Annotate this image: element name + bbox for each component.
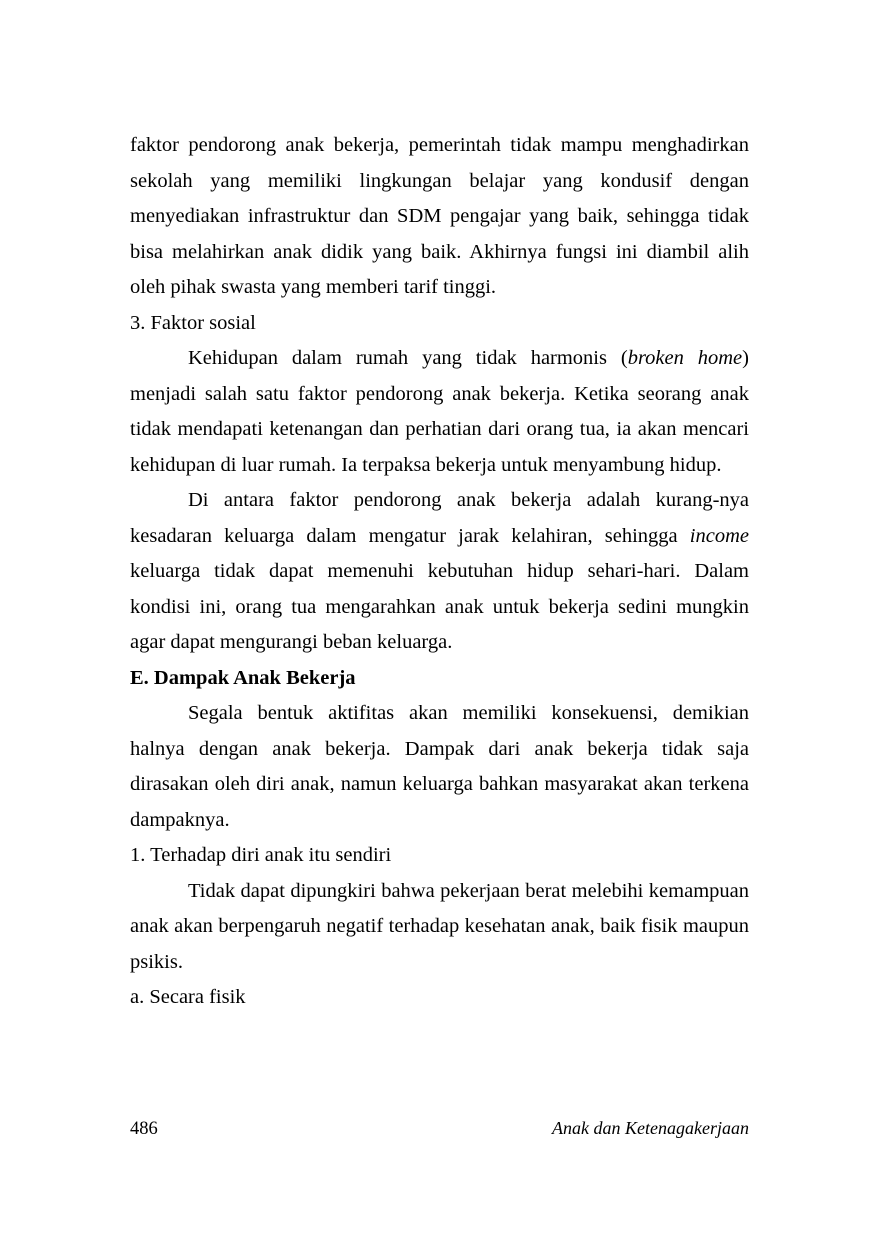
section-heading-e: E. Dampak Anak Bekerja [130, 666, 356, 689]
paragraph-social-1-italic: broken home [627, 347, 743, 369]
section-heading-1: 1. Terhadap diri anak itu sendiri [130, 844, 392, 866]
page-content [130, 128, 749, 1138]
page-number: 486 [130, 1119, 158, 1139]
paragraph-social-1-text-a: Kehidupan dalam rumah yang tidak harmonis ( [188, 347, 628, 369]
paragraph-social-1-text-b: ) menjadi salah satu faktor pendorong anak bekerja. Ketika seorang anak tidak mendapati ketenangan dan perhatian dari orang tua, ia akan mencari kehidupan di luar rumah. Ia terpaksa bekerja untuk menyambung hidup. [130, 347, 749, 476]
paragraph-continued: faktor pendorong anak bekerja, pemerintah tidak mampu menghadirkan sekolah yang memiliki lingkungan belajar yang kondusif dengan menyediakan infrastruktur dan SDM pengajar yang baik, sehingga tidak bisa melahirkan anak didik yang baik. Akhirnya fungsi ini diambil alih oleh pihak swasta yang memberi tarif tinggi. [130, 134, 749, 298]
paragraph-social-2 [130, 483, 749, 661]
paragraph-dampak: Segala bentuk aktifitas akan memiliki konsekuensi, demikian halnya dengan anak bekerja. Dampak dari anak bekerja tidak saja dirasakan oleh diri anak, namun keluarga bahkan masyarakat akan terkena dampaknya. [130, 702, 749, 831]
paragraph-social-2-text-b: keluarga tidak dapat memenuhi kebutuhan hidup sehari-hari. Dalam kondisi ini, orang tua mengarahkan anak untuk bekerja sedini mungkin agar dapat mengurangi beban keluarga. [130, 560, 749, 653]
running-head: Anak dan Ketenagakerjaan [552, 1118, 749, 1138]
section-heading-a: a. Secara fisik [130, 986, 246, 1008]
section-heading-3: 3. Faktor sosial [130, 311, 256, 334]
paragraph-social-2-italic: income [689, 524, 749, 547]
paragraph-social-2-text-a: Di antara faktor pendorong anak bekerja adalah kurang-nya kesadaran keluarga dalam mengatur jarak kelahiran, sehingga [130, 489, 749, 547]
page-footer [130, 1118, 749, 1140]
paragraph-diri-anak: Tidak dapat dipungkiri bahwa pekerjaan berat melebihi kemampuan anak akan berpengaruh negatif terhadap kesehatan anak, baik fisik maupun psikis. [130, 879, 749, 973]
paragraph-social-1 [130, 341, 749, 483]
